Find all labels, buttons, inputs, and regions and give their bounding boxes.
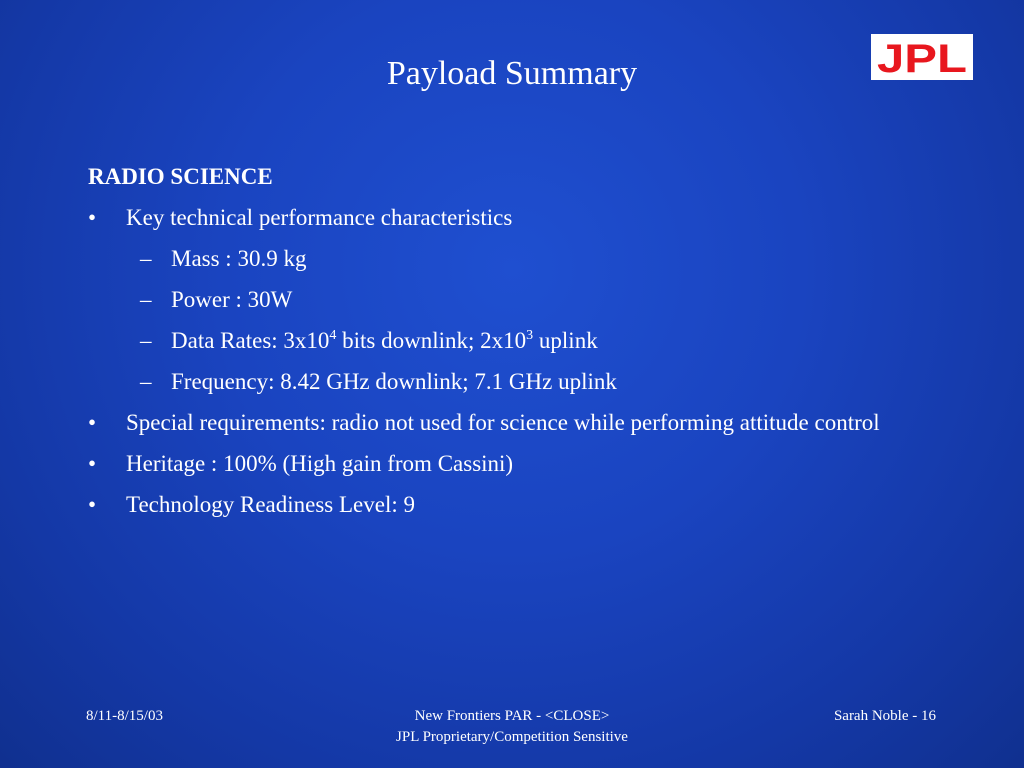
bullet-item: [88, 488, 948, 522]
footer-date: 8/11-8/15/03: [86, 708, 163, 724]
footer-title: New Frontiers PAR - <CLOSE>: [414, 708, 610, 724]
sub-bullet-item: [88, 365, 948, 399]
dash-marker: –: [140, 287, 152, 312]
sub-bullet-item: [88, 242, 948, 276]
text-part: bits downlink; 2x10: [336, 328, 527, 353]
footer-page-number: Sarah Noble - 16: [833, 708, 936, 724]
bullet-marker: •: [88, 205, 97, 230]
dash-marker: –: [140, 246, 152, 271]
slide-title: Payload Summary: [386, 55, 638, 92]
section-heading: RADIO SCIENCE: [88, 164, 273, 189]
bullet-marker: •: [88, 451, 97, 476]
bullet-text: Key technical performance characteristics: [126, 205, 513, 230]
dash-marker: –: [140, 328, 152, 353]
sub-bullet-text: Frequency: 8.42 GHz downlink; 7.1 GHz uplink: [171, 369, 617, 394]
footer-center: [312, 706, 712, 748]
bullet-text: Heritage : 100% (High gain from Cassini): [126, 451, 514, 476]
bullet-text: Technology Readiness Level: 9: [126, 492, 416, 517]
bullet-text: Special requirements: radio not used for science while performing attitude control: [126, 410, 880, 435]
footer-notice: JPL Proprietary/Competition Sensitive: [396, 729, 628, 745]
superscript-exponent: 3: [526, 328, 534, 343]
sub-bullet-text: Power : 30W: [171, 287, 293, 312]
bullet-item: [88, 406, 948, 440]
svg-text:JPL: JPL: [877, 37, 967, 80]
dash-marker: –: [140, 369, 152, 394]
sub-bullet-item: [88, 324, 948, 358]
bullet-item: [88, 201, 948, 235]
sub-bullet-text: Mass : 30.9 kg: [171, 246, 307, 271]
bullet-marker: •: [88, 410, 97, 435]
bullet-item: [88, 447, 948, 481]
sub-bullet-text: [171, 328, 598, 353]
slide-content: [88, 160, 948, 529]
jpl-logo: [871, 34, 973, 80]
text-part: Data Rates: 3x10: [171, 328, 330, 353]
superscript-exponent: 4: [329, 328, 337, 343]
text-part: uplink: [533, 328, 598, 353]
sub-bullet-item: [88, 283, 948, 317]
bullet-marker: •: [88, 492, 97, 517]
